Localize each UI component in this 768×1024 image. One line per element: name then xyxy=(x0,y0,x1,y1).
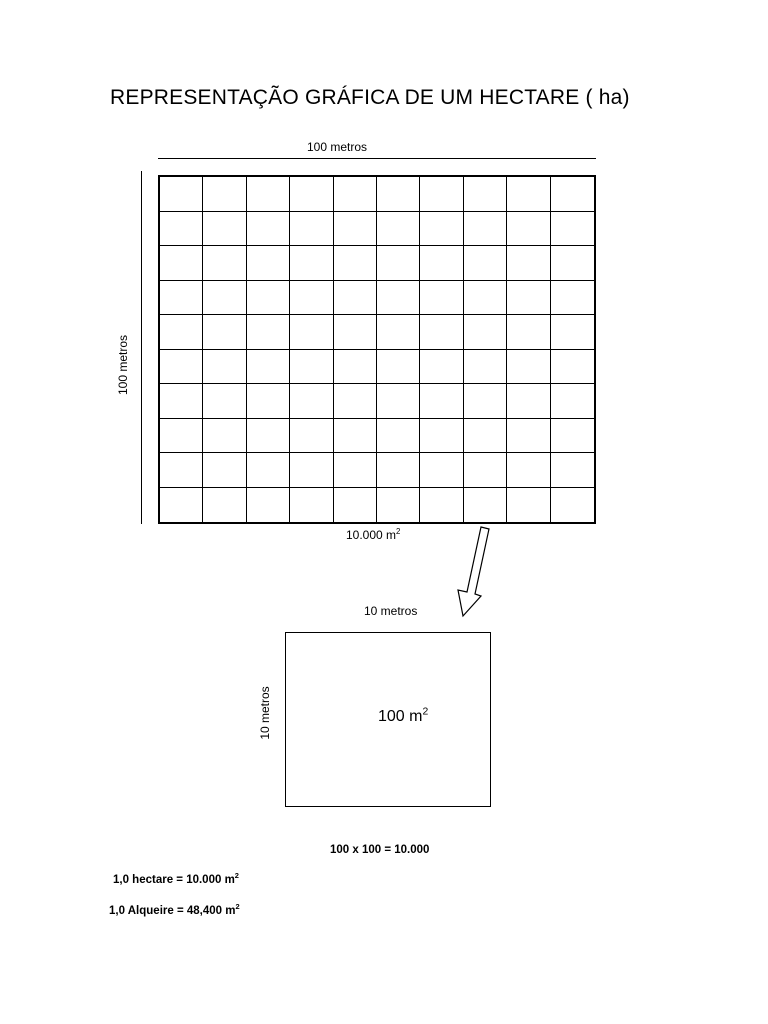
grid-cell xyxy=(420,350,463,385)
grid-cell xyxy=(160,281,203,316)
grid-cell xyxy=(160,488,203,523)
grid-cell xyxy=(160,384,203,419)
grid-cell xyxy=(507,488,550,523)
grid-cell xyxy=(551,384,594,419)
grid-cell xyxy=(203,212,246,247)
grid-cell xyxy=(247,453,290,488)
grid-cell xyxy=(290,212,333,247)
grid-cell xyxy=(334,419,377,454)
grid-cell xyxy=(160,453,203,488)
hectare-grid xyxy=(158,175,596,524)
grid-cell xyxy=(464,419,507,454)
side-dimension-line xyxy=(141,171,142,524)
grid-cell xyxy=(334,212,377,247)
grid-cell xyxy=(290,488,333,523)
grid-cell xyxy=(551,488,594,523)
grid-cell xyxy=(377,350,420,385)
grid-cell xyxy=(420,488,463,523)
grid-cell xyxy=(551,453,594,488)
grid-cell xyxy=(507,246,550,281)
grid-cell xyxy=(334,246,377,281)
grid-cell xyxy=(203,177,246,212)
grid-cell xyxy=(420,246,463,281)
grid-cell xyxy=(551,350,594,385)
grid-cell xyxy=(420,419,463,454)
grid-cell xyxy=(334,488,377,523)
big-square-top-label: 100 metros xyxy=(307,140,368,154)
grid-cell xyxy=(247,177,290,212)
grid-cell xyxy=(290,453,333,488)
grid-cell xyxy=(464,315,507,350)
grid-cell xyxy=(290,246,333,281)
alqueire-equivalence-text: 1,0 Alqueire = 48,400 m xyxy=(109,905,236,917)
grid-cell xyxy=(551,315,594,350)
grid-cell xyxy=(377,453,420,488)
hectare-exponent: 2 xyxy=(234,871,239,881)
grid-cell xyxy=(377,212,420,247)
big-square-area-exponent: 2 xyxy=(396,527,401,536)
grid-cell xyxy=(160,350,203,385)
grid-cell xyxy=(203,350,246,385)
grid-cell xyxy=(203,488,246,523)
grid-cell xyxy=(247,281,290,316)
grid-cell xyxy=(203,419,246,454)
grid-cell xyxy=(334,281,377,316)
grid-cell xyxy=(247,488,290,523)
grid-cell xyxy=(247,384,290,419)
down-arrow-icon xyxy=(452,526,494,618)
grid-cell xyxy=(507,384,550,419)
grid-cell xyxy=(377,419,420,454)
grid-cell xyxy=(551,281,594,316)
grid-cell xyxy=(290,350,333,385)
grid-cell xyxy=(464,384,507,419)
grid-cell xyxy=(160,177,203,212)
alqueire-exponent: 2 xyxy=(235,902,240,912)
grid-cell xyxy=(464,246,507,281)
grid-cell xyxy=(551,212,594,247)
grid-cell xyxy=(160,419,203,454)
grid-cell xyxy=(420,453,463,488)
grid-cell xyxy=(377,246,420,281)
small-square-top-label: 10 metros xyxy=(364,604,418,618)
hectare-equivalence xyxy=(113,871,239,886)
grid-cell xyxy=(290,419,333,454)
grid-cell xyxy=(160,315,203,350)
grid-cell xyxy=(203,453,246,488)
grid-cell xyxy=(334,177,377,212)
grid-cell xyxy=(160,212,203,247)
grid-cell xyxy=(464,453,507,488)
grid-cell xyxy=(247,350,290,385)
grid-cell xyxy=(507,177,550,212)
calculation-text: 100 x 100 = 10.000 xyxy=(330,844,430,856)
top-dimension-line xyxy=(158,158,596,159)
small-square-area-value: 100 m xyxy=(378,708,423,725)
grid-cell xyxy=(160,246,203,281)
grid-cell xyxy=(334,315,377,350)
grid-cell xyxy=(420,384,463,419)
grid-cell xyxy=(377,177,420,212)
grid-cell xyxy=(203,384,246,419)
grid-cell xyxy=(464,488,507,523)
grid-cell xyxy=(334,453,377,488)
grid-cell xyxy=(247,246,290,281)
big-square-side-label: 100 metros xyxy=(116,334,130,396)
grid-cell xyxy=(464,177,507,212)
grid-cell xyxy=(203,315,246,350)
alqueire-equivalence xyxy=(109,902,240,917)
grid-cell xyxy=(507,281,550,316)
small-square-area-label xyxy=(378,708,428,726)
grid-cell xyxy=(507,453,550,488)
grid-cell xyxy=(247,212,290,247)
grid-cell xyxy=(290,384,333,419)
grid-cell xyxy=(551,246,594,281)
grid-cell xyxy=(334,350,377,385)
grid-cell xyxy=(420,212,463,247)
grid-cell xyxy=(551,177,594,212)
grid-cell xyxy=(507,315,550,350)
grid-cell xyxy=(290,315,333,350)
grid-cell xyxy=(377,488,420,523)
grid-cell xyxy=(290,177,333,212)
small-square-side-label: 10 metros xyxy=(258,686,272,740)
big-square-area-value: 10.000 m xyxy=(346,528,397,542)
grid-cell xyxy=(507,212,550,247)
grid-cell xyxy=(507,419,550,454)
hectare-equivalence-text: 1,0 hectare = 10.000 m xyxy=(113,874,235,886)
grid-cell xyxy=(203,246,246,281)
grid-cell xyxy=(377,315,420,350)
grid-cell xyxy=(203,281,246,316)
grid-cell xyxy=(507,350,550,385)
grid-cell xyxy=(377,384,420,419)
grid-cell xyxy=(420,315,463,350)
grid-cell xyxy=(464,350,507,385)
small-square-area-exponent: 2 xyxy=(422,706,429,718)
grid-cell xyxy=(290,281,333,316)
grid-cell xyxy=(247,419,290,454)
grid-cell xyxy=(377,281,420,316)
grid-cell xyxy=(247,315,290,350)
grid-cell xyxy=(551,419,594,454)
grid-cell xyxy=(464,281,507,316)
page-title: REPRESENTAÇÃO GRÁFICA DE UM HECTARE ( ha) xyxy=(110,86,630,109)
big-square-area-label xyxy=(346,528,400,542)
grid-cell xyxy=(464,212,507,247)
grid-cell xyxy=(334,384,377,419)
grid-cell xyxy=(420,281,463,316)
grid-cell xyxy=(420,177,463,212)
